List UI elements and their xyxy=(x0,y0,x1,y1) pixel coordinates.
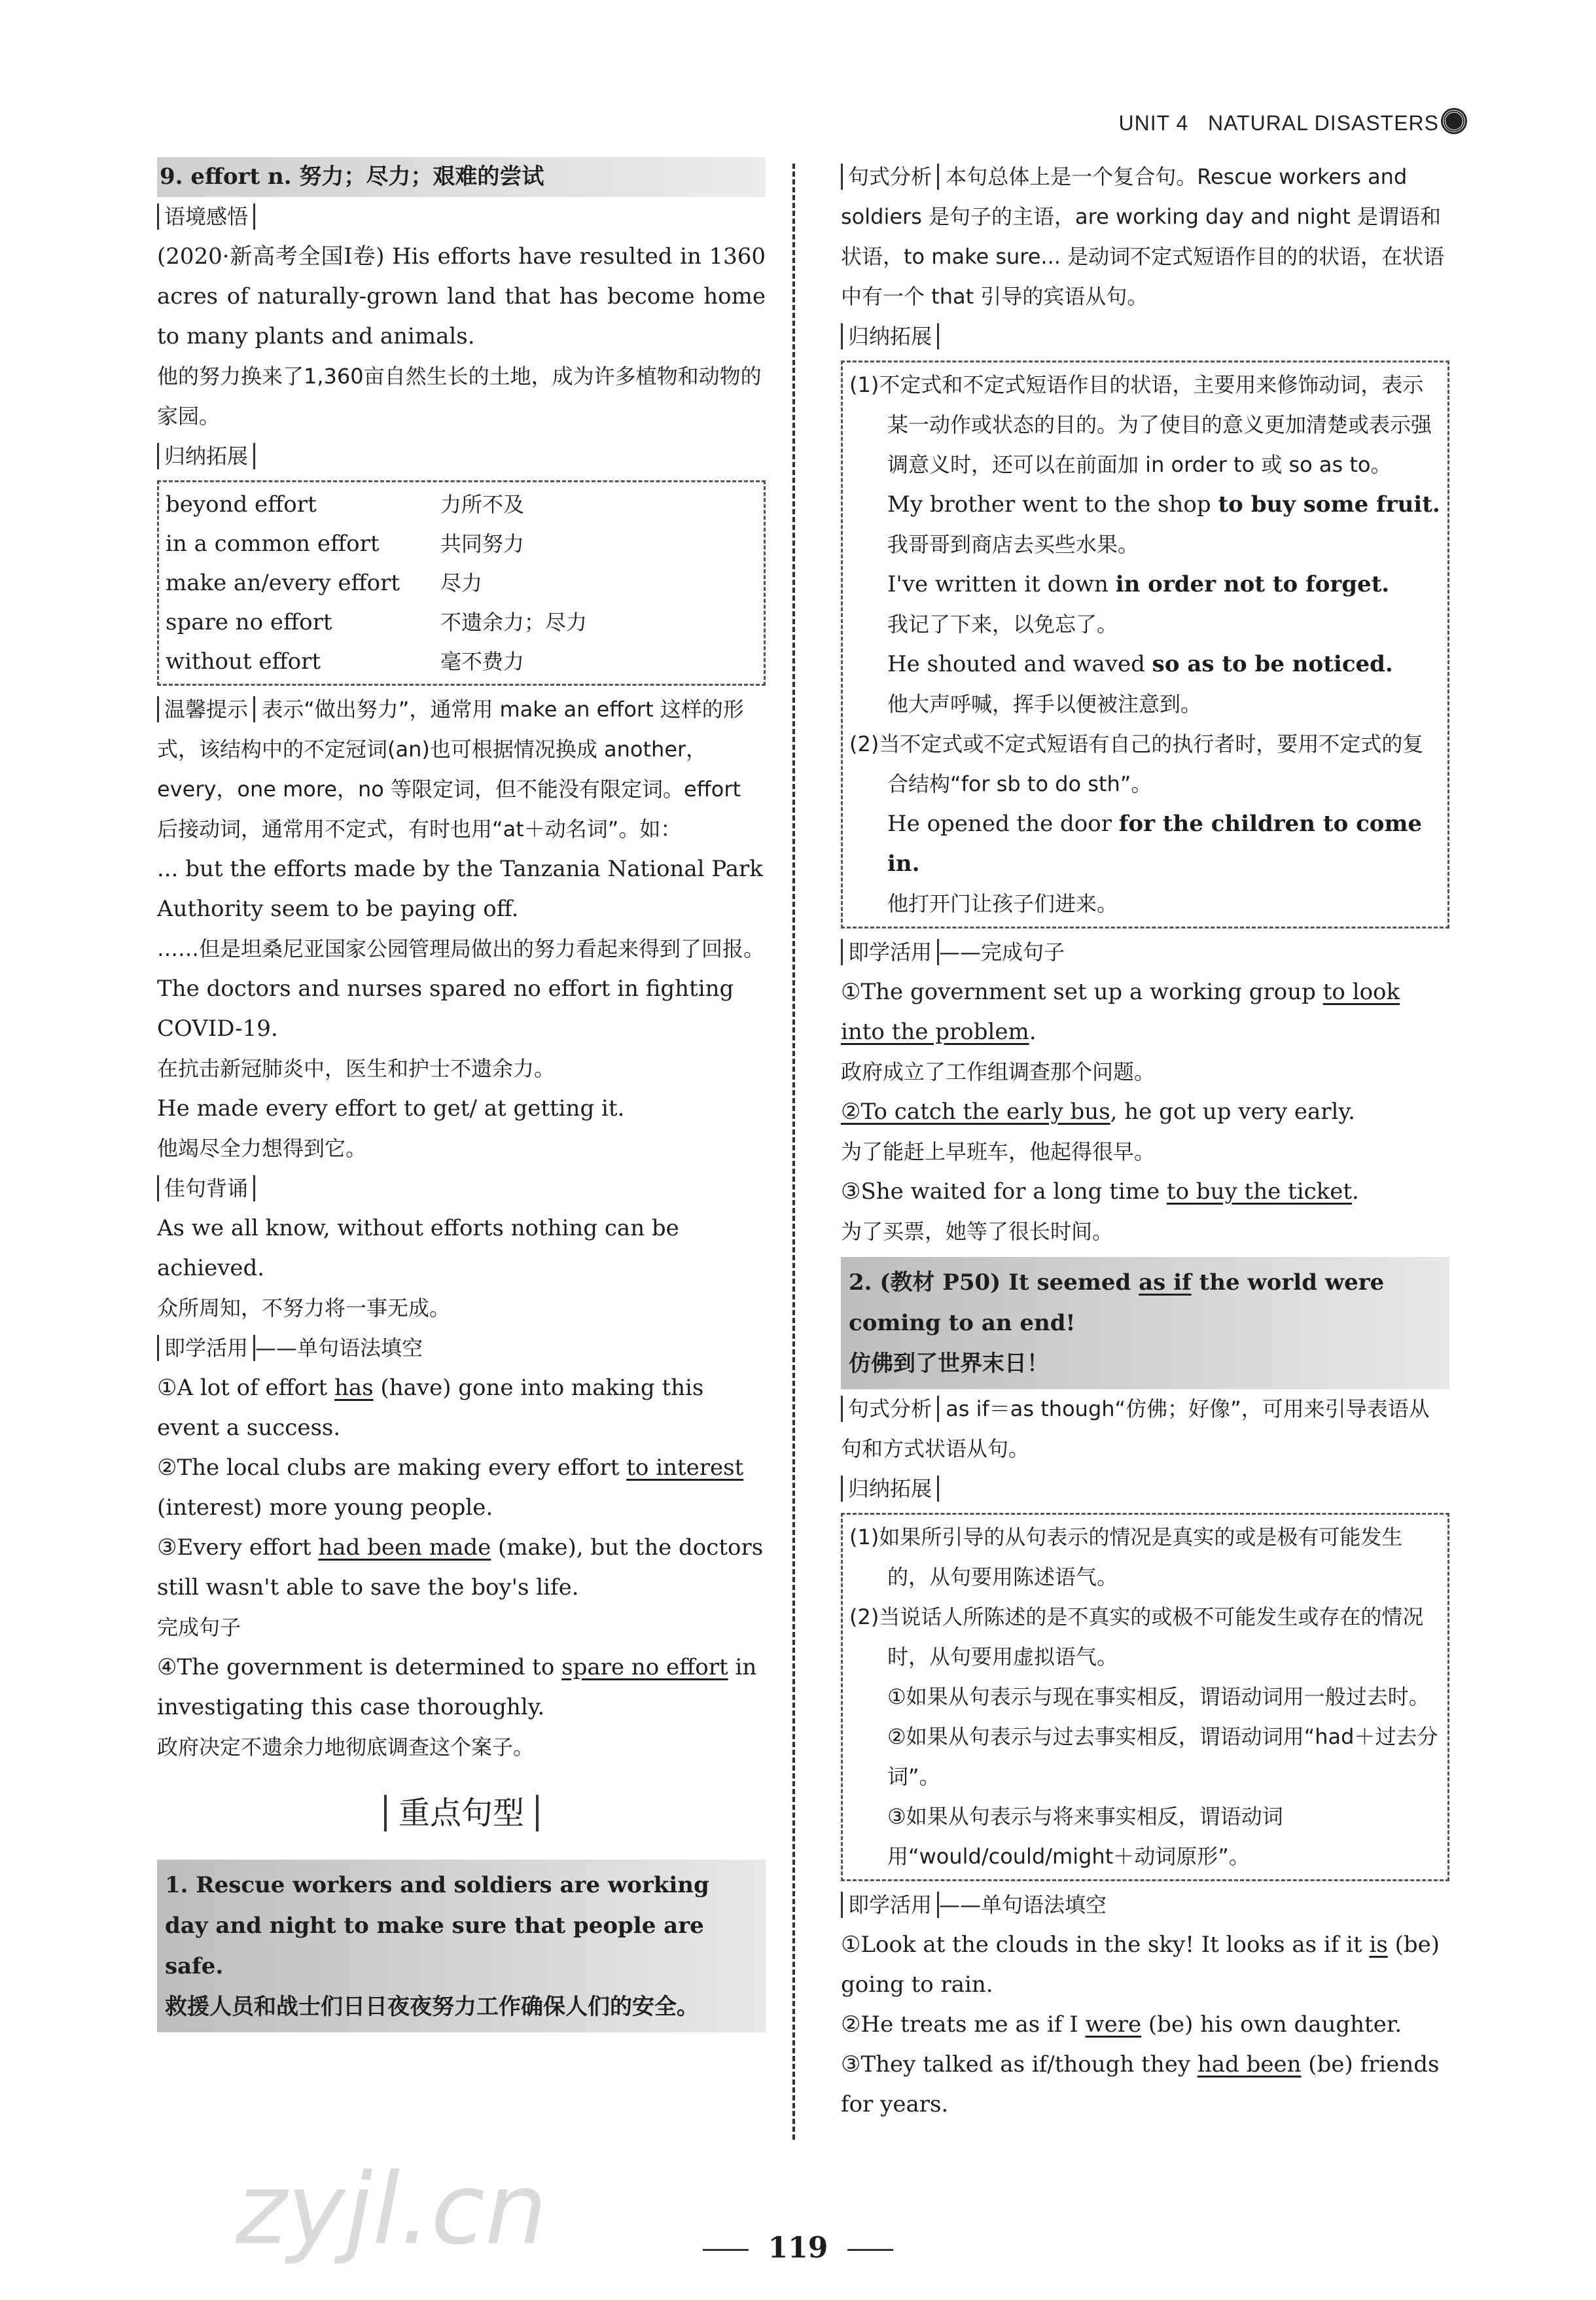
answer: has xyxy=(334,1375,374,1401)
rule-2-ex-cn: 他打开门让孩子们进来。 xyxy=(887,891,1118,916)
recite-en: As we all know, without efforts nothing can be achieved. xyxy=(157,1215,679,1281)
answer: ②To catch the early bus xyxy=(841,1099,1110,1125)
example3-cn: 他竭尽全力想得到它。 xyxy=(157,1136,367,1161)
analysis2-label: 句式分析 xyxy=(841,1396,939,1422)
example1-cn: ……但是坦桑尼亚国家公园管理局做出的努力看起来得到了回报。 xyxy=(157,936,765,961)
practice-label: 即学活用 xyxy=(157,1335,255,1361)
phrase-row: beyond effort 力所不及 xyxy=(166,491,525,518)
grammar-3: ③They talked as if/though they had been (be) friends for years. xyxy=(841,2051,1440,2117)
rule-1-ex1-cn: 我哥哥到商店去买些水果。 xyxy=(887,532,1139,557)
expand-box-2 xyxy=(841,1513,1449,1881)
sentence-1: ①The government set up a working group to look into the problem. xyxy=(841,979,1400,1045)
rule-f1: (1)如果所引导的从句表示的情况是真实的或是极有可能发生的，从句要用陈述语气。 xyxy=(849,1525,1403,1589)
recite-label: 佳句背诵 xyxy=(157,1175,255,1201)
analysis2-text: as if＝as though“仿佛；好像”，可用来引导表语从句和方式状语从句。 xyxy=(841,1396,1430,1461)
expand-label: 归纳拓展 xyxy=(157,443,255,469)
example2-en: The doctors and nurses spared no effort in fighting COVID-19. xyxy=(157,976,734,1042)
answer: spare no effort xyxy=(561,1654,728,1680)
right-column: 句式分析 本句总体上是一个复合句。Rescue workers and soldiers 是句子的主语，are working day and night 是谓语和状语，to make sure... 是动词不定式短语作目的的状语，在状语中有一个 that 引导的宾语从句。 归纳拓展 (1)不定式和不定式短语作目的状语，主要用来修饰动词，表示某一动作或状态的目的。为了使目的意义更加清楚或表示强调意义时，还可以在前面加 in order to 或 so as to。 My brother went to the shop to buy some fruit. 我哥哥到商店去买些水果。 I've written it down in order not to forget. 我记了下来，以免忘了。 He shouted and waved so as to be noticed. 他大声呼喊，挥手以便被注意到。 (2)当不定式或不定式短语有自己的执行者时，要用不定式的复合结构“for sb to do sth”。 He opened the door for the children to come in. 他打开门让孩子们进来。 即学活用 ——完成句子 ①The government set up a working group to look into the problem. 政府成立了工作组调查那个问题。 ②To catch the early bus, he got up very early. 为了能赶上早班车，他起得很早。 ③She waited for a long time to buy the ticket. 为了买票，她等了很长时间。 2. (教材 P50) It seemed as if the world were coming to an end! 仿佛到了世界末日！ 句式分析 as if＝as though“仿佛；好像”，可用来引导表语从句和方式状语从句。 归纳拓展 (1)如果所引导的从句表示的情况是真实的或是极有可能发生的，从句要用陈述语气。 (2)当说话人所陈述的是不真实的或极不可能发生或存在的情况时，从句要用虚拟语气。 ①如果从句表示与现在事实相反，谓语动词用一般过去时。 ②如果从句表示与过去事实相反，谓语动词用“had＋过去分词”。 ③如果从句表示与将来事实相反，谓语动词用“would/could/might＋动词原形”。 即学活用 ——单句语法填空 ①Look at the clouds in the sky! It looks as if it is (be) going to rain. ②He treats me as if I were (be) his own daughter. ③They talked as if/though they had been (be) friends for years. xyxy=(841,157,1449,2125)
context-cn: 他的努力换来了1,360亩自然生长的土地，成为许多植物和动物的家园。 xyxy=(157,364,762,429)
rule-1-ex3: He shouted and waved so as to be noticed. xyxy=(887,651,1393,677)
analysis-label: 句式分析 xyxy=(841,164,939,190)
complete-label: 完成句子 xyxy=(157,1615,241,1640)
key-sentence-1: 1. Rescue workers and soldiers are working day and night to make sure that people are safe. 救援人员和战士们日日夜夜努力工作确保人们的安全。 xyxy=(157,1860,766,2032)
rule-1: (1)不定式和不定式短语作目的状语，主要用来修饰动词，表示某一动作或状态的目的。为了使目的意义更加清楚或表示强调意义时，还可以在前面加 in order to 或 so as to。 xyxy=(849,372,1432,477)
answer: is xyxy=(1369,1932,1388,1958)
key-sentence-2: 2. (教材 P50) It seemed as if the world were coming to an end! 仿佛到了世界末日！ xyxy=(841,1257,1449,1389)
sentence-3-cn: 为了买票，她等了很长时间。 xyxy=(841,1219,1114,1244)
column-divider xyxy=(792,164,795,2140)
expand2-label: 归纳拓展 xyxy=(841,1476,939,1502)
analysis-text: 本句总体上是一个复合句。Rescue workers and soldiers 是句子的主语，are working day and night 是谓语和状语，to make sure... 是动词不定式短语作目的的状语，在状语中有一个 that 引导的宾语从句。 xyxy=(841,164,1445,309)
unit-title: NATURAL DISASTERS xyxy=(1207,111,1439,135)
question-4-cn: 政府决定不遗余力地彻底调查这个案子。 xyxy=(157,1735,535,1760)
sentence-2-cn: 为了能赶上早班车，他起得很早。 xyxy=(841,1139,1156,1164)
question-4: ④The government is determined to spare no effort in investigating this case thoroughly. xyxy=(157,1654,757,1720)
rule-1-ex2-cn: 我记了下来，以免忘了。 xyxy=(887,612,1118,637)
sentence-3: ③She waited for a long time to buy the ticket. xyxy=(841,1178,1359,1205)
rule-2: (2)当不定式或不定式短语有自己的执行者时，要用不定式的复合结构“for sb to do sth”。 xyxy=(849,732,1424,796)
item9-heading: 9. effort n. 努力；尽力；艰难的尝试 xyxy=(157,157,766,197)
answer: to interest xyxy=(626,1455,744,1481)
answer: to buy the ticket xyxy=(1166,1178,1352,1205)
question-1: ①A lot of effort has (have) gone into making this event a success. xyxy=(157,1375,704,1441)
context-label: 语境感悟 xyxy=(157,203,255,230)
recite-cn: 众所周知，不努力将一事无成。 xyxy=(157,1296,451,1320)
expand-box-1 xyxy=(841,361,1449,929)
example1-en: ... but the efforts made by the Tanzania National Park Authority seem to be paying off. xyxy=(157,856,763,922)
expand-label: 归纳拓展 xyxy=(841,323,939,349)
rule-1-ex1: My brother went to the shop to buy some fruit. xyxy=(887,491,1440,518)
phrase-row: in a common effort 共同努力 xyxy=(166,531,525,557)
answer: were xyxy=(1085,2011,1142,2038)
rule-f2c: ③如果从句表示与将来事实相反，谓语动词用“would/could/might＋动词原形”。 xyxy=(887,1804,1283,1869)
rule-1-ex2: I've written it down in order not to forget. xyxy=(887,571,1390,597)
tip-label: 温馨提示 xyxy=(157,696,255,722)
page-number: 119 xyxy=(0,2231,1596,2265)
practice-label: 即学活用 xyxy=(841,939,939,965)
answer: had been xyxy=(1197,2051,1302,2078)
phrase-row: make an/every effort 尽力 xyxy=(166,570,483,596)
tip-text: 表示“做出努力”，通常用 make an effort 这样的形式，该结构中的不定冠词(an)也可根据情况换成 another，every，one more，no 等限定词，但不能没有限定词。effort 后接动词，通常用不定式，有时也用“at＋动名词”。如： xyxy=(157,697,744,841)
watermark: zyjl.cn xyxy=(236,2153,548,2267)
phrase-table xyxy=(157,480,766,686)
rule-f2b: ②如果从句表示与过去事实相反，谓语动词用“had＋过去分词”。 xyxy=(887,1724,1438,1789)
phrase-row: without effort 毫不费力 xyxy=(166,648,525,675)
running-header xyxy=(1119,110,1466,135)
answer: had been made xyxy=(318,1534,491,1561)
rule-f2: (2)当说话人所陈述的是不真实的或极不可能发生或存在的情况时，从句要用虚拟语气。 xyxy=(849,1604,1424,1669)
practice2-label: 即学活用 xyxy=(841,1892,939,1918)
grammar-1: ①Look at the clouds in the sky! It looks as if it is (be) going to rain. xyxy=(841,1932,1440,1998)
question-2: ②The local clubs are making every effort to interest (interest) more young people. xyxy=(157,1455,744,1521)
example3-en: He made every effort to get/ at getting it. xyxy=(157,1095,625,1122)
example2-cn: 在抗击新冠肺炎中，医生和护士不遗余力。 xyxy=(157,1056,556,1081)
section-title: 重点句型 xyxy=(157,1794,766,1833)
phrase-row: spare no effort 不遗余力；尽力 xyxy=(166,609,588,635)
left-column: 9. effort n. 努力；尽力；艰难的尝试 语境感悟 (2020·新高考全国Ⅰ卷) His efforts have resulted in 1360 acres of naturally-grown land that has become home to many plants and animals. 他的努力换来了1,360亩自然生长的土地，成为许多植物和动物的家园。 归纳拓展 beyond effort 力所不及 in a common effort 共同努力 make an/every effort 尽力 spare no effort 不遗余力；尽力 without effort 毫不费力 温馨提示 表示“做出努力”，通常用 make an effort 这样的形式，该结构中的不定冠词(an)也可根据情况换成 another，every，one more，no 等限定词，但不能没有限定词。effort 后接动词，通常用不定式，有时也用“at＋动名词”。如： ... but the efforts made by the Tanzania National Park Authority seem to be paying off. ……但是坦桑尼亚国家公园管理局做出的努力看起来得到了回报。 The doctors and nurses spared no effort in fighting COVID-19. 在抗击新冠肺炎中，医生和护士不遗余力。 He made every effort to get/ at getting it. 他竭尽全力想得到它。 佳句背诵 As we all know, without efforts nothing can be achieved. 众所周知，不努力将一事无成。 即学活用 ——单句语法填空 ①A lot of effort has (have) gone into making this event a success. ②The local clubs are making every effort to interest (interest) more young people. ③Every effort had been made (make), but the doctors still wasn't able to save the boy's life. 完成句子 ④The government is determined to spare no effort in investigating this case thoroughly. 政府决定不遗余力地彻底调查这个案子。 重点句型 1. Rescue workers and soldiers are working day and night to make sure that people are safe. 救援人员和战士们日日夜夜努力工作确保人们的安全。 xyxy=(157,157,766,2032)
answer: to look into the problem xyxy=(841,979,1400,1045)
unit-label: UNIT 4 xyxy=(1118,111,1189,135)
rule-2-ex: He opened the door for the children to come in. xyxy=(887,811,1423,877)
context-en: (2020·新高考全国Ⅰ卷) His efforts have resulted in 1360 acres of naturally-grown land that has become home to many plants and animals. xyxy=(157,243,766,349)
sentence-2: ②To catch the early bus, he got up very early. xyxy=(841,1099,1355,1125)
rule-f2a: ①如果从句表示与现在事实相反，谓语动词用一般过去时。 xyxy=(887,1684,1430,1709)
grammar-2: ②He treats me as if I were (be) his own daughter. xyxy=(841,2011,1402,2038)
question-3: ③Every effort had been made (make), but the doctors still wasn't able to save the boy's life. xyxy=(157,1534,764,1601)
bullet-icon xyxy=(1443,110,1465,132)
sentence-1-cn: 政府成立了工作组调查那个问题。 xyxy=(841,1059,1156,1084)
rule-1-ex3-cn: 他大声呼喊，挥手以便被注意到。 xyxy=(887,692,1202,717)
